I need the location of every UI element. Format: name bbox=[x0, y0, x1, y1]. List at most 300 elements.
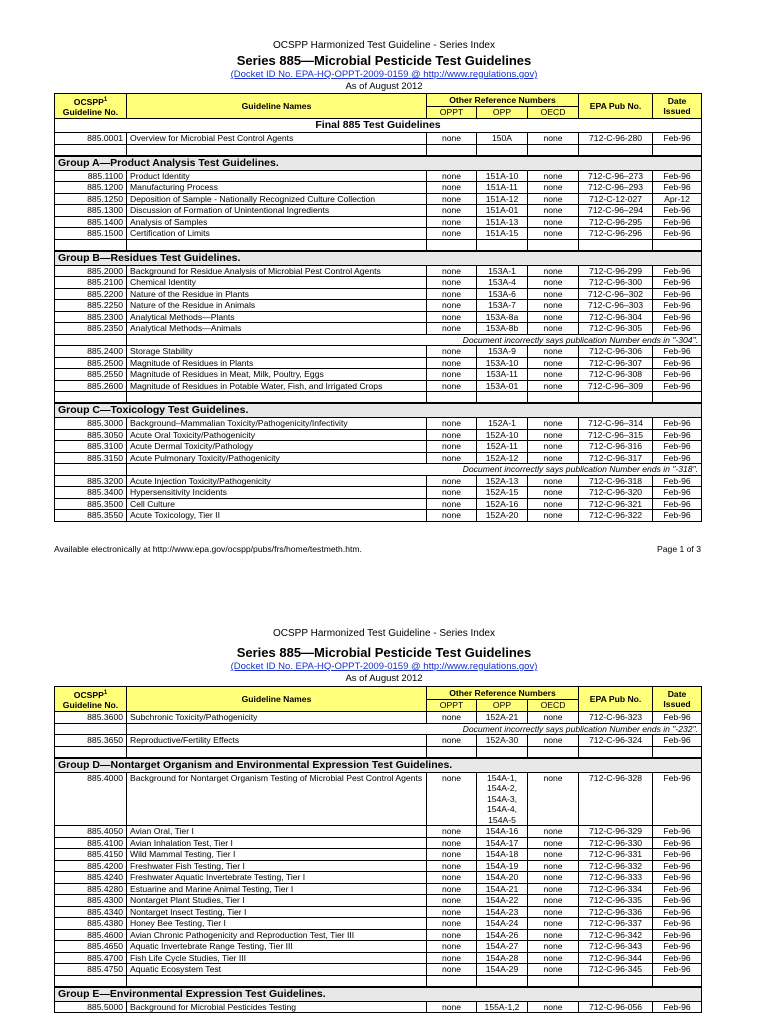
guideline-number: 885.2200 bbox=[55, 288, 127, 300]
oppt-ref: none bbox=[427, 964, 477, 976]
epa-pub-no: 712-C-96–315 bbox=[579, 429, 653, 441]
oppt-ref: none bbox=[427, 475, 477, 487]
epa-pub-no: 712-C-96-304 bbox=[579, 311, 653, 323]
table-row bbox=[55, 952, 702, 964]
oecd-ref: none bbox=[528, 487, 579, 499]
opp-ref: 152A-20 bbox=[477, 510, 528, 522]
opp-ref: 152A-10 bbox=[477, 429, 528, 441]
guideline-number: 885.1400 bbox=[55, 216, 127, 228]
date-issued: Feb-96 bbox=[653, 941, 702, 953]
guideline-name: Deposition of Sample - Nationally Recognized Culture Collection bbox=[127, 193, 427, 205]
table-body-page-2 bbox=[55, 712, 702, 1013]
oppt-ref: none bbox=[427, 849, 477, 861]
empty-cell bbox=[55, 723, 127, 735]
oecd-ref: none bbox=[528, 498, 579, 510]
table-row bbox=[55, 1001, 702, 1013]
date-issued: Feb-96 bbox=[653, 498, 702, 510]
guideline-number: 885.4700 bbox=[55, 952, 127, 964]
oecd-ref: none bbox=[528, 929, 579, 941]
opp-ref: 152A-30 bbox=[477, 735, 528, 747]
series-title: Series 885—Microbial Pesticide Test Guidelines bbox=[236, 645, 532, 660]
oecd-ref: none bbox=[528, 357, 579, 369]
date-issued: Feb-96 bbox=[653, 712, 702, 724]
oppt-ref: none bbox=[427, 418, 477, 430]
oecd-ref: none bbox=[528, 772, 579, 826]
empty-cell bbox=[55, 975, 127, 987]
oppt-ref: none bbox=[427, 735, 477, 747]
epa-pub-no: 712-C-96-316 bbox=[579, 441, 653, 453]
oppt-ref: none bbox=[427, 357, 477, 369]
group-heading: Group E—Environmental Expression Test Guidelines. bbox=[55, 987, 702, 1002]
oppt-ref: none bbox=[427, 487, 477, 499]
oecd-ref: none bbox=[528, 182, 579, 194]
col-ocspp-header: OCSPP$^1$ Guideline No. bbox=[55, 94, 127, 119]
date-issued: Feb-96 bbox=[653, 475, 702, 487]
epa-pub-no: 712-C-96–273 bbox=[579, 170, 653, 182]
oppt-ref: none bbox=[427, 380, 477, 392]
oecd-ref: none bbox=[528, 826, 579, 838]
opp-ref: 154A-24 bbox=[477, 918, 528, 930]
oppt-ref: none bbox=[427, 941, 477, 953]
opp-ref: 154A-26 bbox=[477, 929, 528, 941]
table-row bbox=[55, 941, 702, 953]
guideline-name: Chemical Identity bbox=[127, 277, 427, 289]
empty-cell bbox=[127, 975, 427, 987]
opp-ref: 152A-1 bbox=[477, 418, 528, 430]
date-issued: Feb-96 bbox=[653, 288, 702, 300]
epa-pub-no: 712-C-96-342 bbox=[579, 929, 653, 941]
guideline-name: Acute Pulmonary Toxicity/Pathogenicity bbox=[127, 452, 427, 464]
oecd-ref: none bbox=[528, 941, 579, 953]
opp-ref: 154A-20 bbox=[477, 872, 528, 884]
opp-ref: 154A-1, 154A-2, 154A-3, 154A-4, 154A-5 bbox=[477, 772, 528, 826]
date-issued: Feb-96 bbox=[653, 906, 702, 918]
oecd-ref: none bbox=[528, 1001, 579, 1013]
oecd-ref: none bbox=[528, 872, 579, 884]
opp-ref: 153A-6 bbox=[477, 288, 528, 300]
guideline-number: 885.3500 bbox=[55, 498, 127, 510]
guideline-number: 885.2000 bbox=[55, 265, 127, 277]
group-heading: Group C—Toxicology Test Guidelines. bbox=[55, 403, 702, 418]
col-guideline-names-header: Guideline Names bbox=[127, 94, 427, 119]
opp-ref: 153A-8b bbox=[477, 323, 528, 335]
opp-ref: 153A-1 bbox=[477, 265, 528, 277]
oecd-ref: none bbox=[528, 300, 579, 312]
oppt-ref: none bbox=[427, 323, 477, 335]
guidelines-table-page-2 bbox=[54, 686, 702, 1013]
guideline-name: Avian Inhalation Test, Tier I bbox=[127, 837, 427, 849]
oppt-ref: none bbox=[427, 837, 477, 849]
guideline-name: Manufacturing Process bbox=[127, 182, 427, 194]
oecd-ref: none bbox=[528, 952, 579, 964]
guideline-number: 885.4150 bbox=[55, 849, 127, 861]
oecd-ref: none bbox=[528, 323, 579, 335]
date-issued: Feb-96 bbox=[653, 929, 702, 941]
empty-cell bbox=[127, 746, 427, 758]
as-of-date: As of August 2012 bbox=[345, 673, 423, 684]
col-ocspp-header: OCSPP$^1$ Guideline No. bbox=[55, 687, 127, 712]
oppt-ref: none bbox=[427, 205, 477, 217]
oppt-ref: none bbox=[427, 182, 477, 194]
date-issued: Feb-96 bbox=[653, 277, 702, 289]
oppt-ref: none bbox=[427, 872, 477, 884]
table-row bbox=[55, 860, 702, 872]
epa-pub-no: 712-C-96-334 bbox=[579, 883, 653, 895]
epa-pub-no: 712-C-96-343 bbox=[579, 941, 653, 953]
oppt-ref: none bbox=[427, 277, 477, 289]
col-opp-header: OPP bbox=[477, 700, 528, 712]
epa-pub-no: 712-C-96-336 bbox=[579, 906, 653, 918]
docket-link[interactable] bbox=[0, 661, 768, 672]
table-row bbox=[55, 712, 702, 724]
spacer-row bbox=[55, 746, 702, 758]
oecd-ref: none bbox=[528, 452, 579, 464]
epa-pub-no: 712-C-96-323 bbox=[579, 712, 653, 724]
epa-pub-no: 712-C-96-328 bbox=[579, 772, 653, 826]
opp-ref: 155A-1,2 bbox=[477, 1001, 528, 1013]
guideline-name: Acute Toxicology, Tier II bbox=[127, 510, 427, 522]
col-epa-pub-header: EPA Pub No. bbox=[579, 687, 653, 712]
date-issued: Feb-96 bbox=[653, 380, 702, 392]
date-issued: Feb-96 bbox=[653, 418, 702, 430]
opp-ref: 153A-8a bbox=[477, 311, 528, 323]
oecd-ref: none bbox=[528, 346, 579, 358]
oecd-ref: none bbox=[528, 441, 579, 453]
opp-ref: 151A-11 bbox=[477, 182, 528, 194]
oppt-ref: none bbox=[427, 265, 477, 277]
opp-ref: 154A-16 bbox=[477, 826, 528, 838]
epa-pub-no: 712-C-96-318 bbox=[579, 475, 653, 487]
empty-cell bbox=[427, 975, 477, 987]
oppt-ref: none bbox=[427, 170, 477, 182]
date-issued: Feb-96 bbox=[653, 346, 702, 358]
table-row bbox=[55, 918, 702, 930]
epa-pub-no: 712-C-96-333 bbox=[579, 872, 653, 884]
col-other-ref-header: Other Reference Numbers bbox=[427, 94, 579, 107]
guideline-name: Magnitude of Residues in Potable Water, Fish, and Irrigated Crops bbox=[127, 380, 427, 392]
guideline-name: Freshwater Aquatic Invertebrate Testing, Tier I bbox=[127, 872, 427, 884]
epa-pub-no: 712-C-96-330 bbox=[579, 837, 653, 849]
date-issued: Feb-96 bbox=[653, 133, 702, 145]
table-row bbox=[55, 883, 702, 895]
date-issued: Feb-96 bbox=[653, 883, 702, 895]
table-row bbox=[55, 735, 702, 747]
group-heading-row bbox=[55, 987, 702, 1002]
oecd-ref: none bbox=[528, 205, 579, 217]
opp-ref: 154A-29 bbox=[477, 964, 528, 976]
oecd-ref: none bbox=[528, 216, 579, 228]
guideline-name: Hypersensitivity Incidents bbox=[127, 487, 427, 499]
oppt-ref: none bbox=[427, 1001, 477, 1013]
opp-ref: 151A-01 bbox=[477, 205, 528, 217]
date-issued: Feb-96 bbox=[653, 182, 702, 194]
opp-ref: 152A-15 bbox=[477, 487, 528, 499]
date-issued: Feb-96 bbox=[653, 228, 702, 240]
epa-pub-no: 712-C-96-307 bbox=[579, 357, 653, 369]
guideline-name: Nature of the Residue in Animals bbox=[127, 300, 427, 312]
opp-ref: 153A-4 bbox=[477, 277, 528, 289]
opp-ref: 154A-21 bbox=[477, 883, 528, 895]
group-heading: Group A—Product Analysis Test Guidelines. bbox=[55, 156, 702, 171]
guideline-name: Estuarine and Marine Animal Testing, Tier I bbox=[127, 883, 427, 895]
oecd-ref: none bbox=[528, 418, 579, 430]
guideline-name: Freshwater Fish Testing, Tier I bbox=[127, 860, 427, 872]
epa-pub-no: 712-C-96–314 bbox=[579, 418, 653, 430]
correction-note: Document incorrectly says publication Number ends in "-232". bbox=[127, 723, 702, 735]
guideline-number: 885.4280 bbox=[55, 883, 127, 895]
col-date-header: Date Issued bbox=[653, 687, 702, 712]
epa-pub-no: 712-C-96-300 bbox=[579, 277, 653, 289]
oppt-ref: none bbox=[427, 346, 477, 358]
guideline-number: 885.1250 bbox=[55, 193, 127, 205]
oecd-ref: none bbox=[528, 193, 579, 205]
guideline-name: Analysis of Samples bbox=[127, 216, 427, 228]
oppt-ref: none bbox=[427, 441, 477, 453]
table-row bbox=[55, 895, 702, 907]
guideline-number: 885.1200 bbox=[55, 182, 127, 194]
guideline-number: 885.4380 bbox=[55, 918, 127, 930]
epa-pub-no: 712-C-96-295 bbox=[579, 216, 653, 228]
oecd-ref: none bbox=[528, 288, 579, 300]
epa-pub-no: 712-C-96-308 bbox=[579, 369, 653, 381]
empty-cell bbox=[579, 746, 653, 758]
date-issued: Feb-96 bbox=[653, 441, 702, 453]
guideline-name: Background for Residue Analysis of Microbial Pest Control Agents bbox=[127, 265, 427, 277]
guideline-name: Analytical Methods—Plants bbox=[127, 311, 427, 323]
oppt-ref: none bbox=[427, 883, 477, 895]
oppt-ref: none bbox=[427, 369, 477, 381]
date-issued: Feb-96 bbox=[653, 452, 702, 464]
epa-pub-no: 712-C-96-324 bbox=[579, 735, 653, 747]
date-issued: Feb-96 bbox=[653, 369, 702, 381]
opp-ref: 151A-10 bbox=[477, 170, 528, 182]
empty-cell bbox=[427, 746, 477, 758]
guideline-number: 885.1300 bbox=[55, 205, 127, 217]
guideline-name: Acute Dermal Toxicity/Pathology bbox=[127, 441, 427, 453]
epa-pub-no: 712-C-96-056 bbox=[579, 1001, 653, 1013]
oppt-ref: none bbox=[427, 228, 477, 240]
guideline-name: Fish Life Cycle Studies, Tier III bbox=[127, 952, 427, 964]
opp-ref: 154A-28 bbox=[477, 952, 528, 964]
date-issued: Feb-96 bbox=[653, 429, 702, 441]
guideline-number: 885.2250 bbox=[55, 300, 127, 312]
oppt-ref: none bbox=[427, 288, 477, 300]
guideline-number: 885.2500 bbox=[55, 357, 127, 369]
guideline-number: 885.4000 bbox=[55, 772, 127, 826]
guideline-name: Cell Culture bbox=[127, 498, 427, 510]
opp-ref: 154A-18 bbox=[477, 849, 528, 861]
group-heading: Group B—Residues Test Guidelines. bbox=[55, 251, 702, 266]
guideline-name: Aquatic Ecosystem Test bbox=[127, 964, 427, 976]
guideline-name: Nontarget Insect Testing, Tier I bbox=[127, 906, 427, 918]
opp-ref: 150A bbox=[477, 133, 528, 145]
oecd-ref: none bbox=[528, 860, 579, 872]
oecd-ref: none bbox=[528, 883, 579, 895]
date-issued: Feb-96 bbox=[653, 772, 702, 826]
oppt-ref: none bbox=[427, 952, 477, 964]
epa-pub-no: 712-C-96-337 bbox=[579, 918, 653, 930]
epa-pub-no: 712-C-96–293 bbox=[579, 182, 653, 194]
epa-pub-no: 712-C-96-335 bbox=[579, 895, 653, 907]
date-issued: Feb-96 bbox=[653, 837, 702, 849]
guideline-name: Analytical Methods—Animals bbox=[127, 323, 427, 335]
table-row bbox=[55, 929, 702, 941]
date-issued: Feb-96 bbox=[653, 849, 702, 861]
series-title: Series 885—Microbial Pesticide Test Guidelines bbox=[236, 53, 532, 68]
date-issued: Feb-96 bbox=[653, 826, 702, 838]
guideline-number: 885.2550 bbox=[55, 369, 127, 381]
guideline-name: Acute Oral Toxicity/Pathogenicity bbox=[127, 429, 427, 441]
guideline-number: 885.4300 bbox=[55, 895, 127, 907]
oecd-ref: none bbox=[528, 712, 579, 724]
opp-ref: 152A-21 bbox=[477, 712, 528, 724]
oecd-ref: none bbox=[528, 510, 579, 522]
note-row bbox=[55, 723, 702, 735]
opp-ref: 153A-7 bbox=[477, 300, 528, 312]
guideline-name: Product Identity bbox=[127, 170, 427, 182]
epa-pub-no: 712-C-96-322 bbox=[579, 510, 653, 522]
guideline-name: Subchronic Toxicity/Pathogenicity bbox=[127, 712, 427, 724]
guideline-number: 885.3600 bbox=[55, 712, 127, 724]
epa-pub-no: 712-C-96-280 bbox=[579, 133, 653, 145]
epa-pub-no: 712-C-96-344 bbox=[579, 952, 653, 964]
group-heading: Group D—Nontarget Organism and Environmental Expression Test Guidelines. bbox=[55, 758, 702, 773]
guideline-number: 885.4240 bbox=[55, 872, 127, 884]
epa-pub-no: 712-C-96-332 bbox=[579, 860, 653, 872]
opp-ref: 153A-9 bbox=[477, 346, 528, 358]
opp-ref: 151A-12 bbox=[477, 193, 528, 205]
date-issued: Feb-96 bbox=[653, 487, 702, 499]
date-issued: Feb-96 bbox=[653, 323, 702, 335]
guideline-number: 885.2600 bbox=[55, 380, 127, 392]
docket-link-text[interactable]: (Docket ID No. EPA-HQ-OPPT-2009-0159 @ http://www.regulations.gov) bbox=[230, 661, 538, 672]
opp-ref: 153A-11 bbox=[477, 369, 528, 381]
guideline-number: 885.3650 bbox=[55, 735, 127, 747]
empty-cell bbox=[579, 975, 653, 987]
epa-pub-no: 712-C-96–303 bbox=[579, 300, 653, 312]
date-issued: Feb-96 bbox=[653, 170, 702, 182]
col-other-ref-header: Other Reference Numbers bbox=[427, 687, 579, 700]
guideline-name: Background for Nontarget Organism Testing of Microbial Pest Control Agents bbox=[127, 772, 427, 826]
oecd-ref: none bbox=[528, 170, 579, 182]
date-issued: Feb-96 bbox=[653, 265, 702, 277]
oppt-ref: none bbox=[427, 133, 477, 145]
col-epa-pub-header: EPA Pub No. bbox=[579, 94, 653, 119]
oecd-ref: none bbox=[528, 735, 579, 747]
guideline-name: Magnitude of Residues in Plants bbox=[127, 357, 427, 369]
section-heading: Final 885 Test Guidelines bbox=[55, 119, 702, 133]
oecd-ref: none bbox=[528, 311, 579, 323]
guideline-number: 885.1500 bbox=[55, 228, 127, 240]
epa-pub-no: 712-C-96-306 bbox=[579, 346, 653, 358]
oppt-ref: none bbox=[427, 860, 477, 872]
oecd-ref: none bbox=[528, 918, 579, 930]
as-of-date: As of August 2012 bbox=[345, 81, 423, 92]
opp-ref: 154A-22 bbox=[477, 895, 528, 907]
guideline-number: 885.4340 bbox=[55, 906, 127, 918]
date-issued: Feb-96 bbox=[653, 964, 702, 976]
guideline-number: 885.3550 bbox=[55, 510, 127, 522]
epa-pub-no: 712-C-96-305 bbox=[579, 323, 653, 335]
date-issued: Feb-96 bbox=[653, 952, 702, 964]
guideline-number: 885.2100 bbox=[55, 277, 127, 289]
guideline-name: Avian Chronic Pathogenicity and Reproduction Test, Tier III bbox=[127, 929, 427, 941]
guideline-number: 885.1100 bbox=[55, 170, 127, 182]
guideline-number: 885.3050 bbox=[55, 429, 127, 441]
table-row bbox=[55, 849, 702, 861]
guideline-number: 885.4050 bbox=[55, 826, 127, 838]
epa-pub-no: 712-C-96-329 bbox=[579, 826, 653, 838]
table-row bbox=[55, 872, 702, 884]
opp-ref: 152A-12 bbox=[477, 452, 528, 464]
docket-link-text[interactable]: (Docket ID No. EPA-HQ-OPPT-2009-0159 @ http://www.regulations.gov) bbox=[230, 69, 538, 80]
oecd-ref: none bbox=[528, 429, 579, 441]
oppt-ref: none bbox=[427, 300, 477, 312]
col-oecd-header: OECD bbox=[528, 700, 579, 712]
guideline-number: 885.3200 bbox=[55, 475, 127, 487]
table-row bbox=[55, 837, 702, 849]
epa-pub-no: 712-C-96–302 bbox=[579, 288, 653, 300]
epa-pub-no: 712-C-96-299 bbox=[579, 265, 653, 277]
guideline-number: 885.4600 bbox=[55, 929, 127, 941]
guideline-number: 885.0001 bbox=[55, 133, 127, 145]
oppt-ref: none bbox=[427, 712, 477, 724]
opp-ref: 151A-13 bbox=[477, 216, 528, 228]
opp-ref: 153A-01 bbox=[477, 380, 528, 392]
guideline-number: 885.3000 bbox=[55, 418, 127, 430]
opp-ref: 154A-23 bbox=[477, 906, 528, 918]
guideline-name: Magnitude of Residues in Meat, Milk, Poultry, Eggs bbox=[127, 369, 427, 381]
oppt-ref: none bbox=[427, 311, 477, 323]
opp-ref: 152A-13 bbox=[477, 475, 528, 487]
empty-cell bbox=[55, 746, 127, 758]
guideline-number: 885.3400 bbox=[55, 487, 127, 499]
epa-pub-no: 712-C-96-320 bbox=[579, 487, 653, 499]
oppt-ref: none bbox=[427, 918, 477, 930]
guideline-name: Aquatic Invertebrate Range Testing, Tier III bbox=[127, 941, 427, 953]
guideline-name: Background–Mammalian Toxicity/Pathogenicity/Infectivity bbox=[127, 418, 427, 430]
date-issued: Feb-96 bbox=[653, 357, 702, 369]
date-issued: Feb-96 bbox=[653, 735, 702, 747]
empty-cell bbox=[477, 975, 528, 987]
empty-cell bbox=[653, 746, 702, 758]
oecd-ref: none bbox=[528, 964, 579, 976]
epa-pub-no: 712-C-96-317 bbox=[579, 452, 653, 464]
oecd-ref: none bbox=[528, 133, 579, 145]
correction-note: Document incorrectly says publication Number ends in "-304". bbox=[127, 334, 702, 346]
opp-ref: 154A-27 bbox=[477, 941, 528, 953]
guideline-number: 885.2350 bbox=[55, 323, 127, 335]
opp-ref: 153A-10 bbox=[477, 357, 528, 369]
guideline-name: Overview for Microbial Pest Control Agents bbox=[127, 133, 427, 145]
oppt-ref: none bbox=[427, 498, 477, 510]
date-issued: Feb-96 bbox=[653, 510, 702, 522]
epa-pub-no: 712-C-12-027 bbox=[579, 193, 653, 205]
guideline-name: Wild Mammal Testing, Tier I bbox=[127, 849, 427, 861]
correction-note: Document incorrectly says publication Number ends in "-318". bbox=[127, 464, 702, 476]
date-issued: Feb-96 bbox=[653, 872, 702, 884]
date-issued: Apr-12 bbox=[653, 193, 702, 205]
oecd-ref: none bbox=[528, 265, 579, 277]
group-heading-row bbox=[55, 758, 702, 773]
guideline-name: Avian Oral, Tier I bbox=[127, 826, 427, 838]
oppt-ref: none bbox=[427, 772, 477, 826]
oppt-ref: none bbox=[427, 826, 477, 838]
date-issued: Feb-96 bbox=[653, 311, 702, 323]
epa-pub-no: 712-C-96-345 bbox=[579, 964, 653, 976]
col-oppt-header: OPPT bbox=[427, 107, 477, 119]
col-opp-header: OPP bbox=[477, 107, 528, 119]
